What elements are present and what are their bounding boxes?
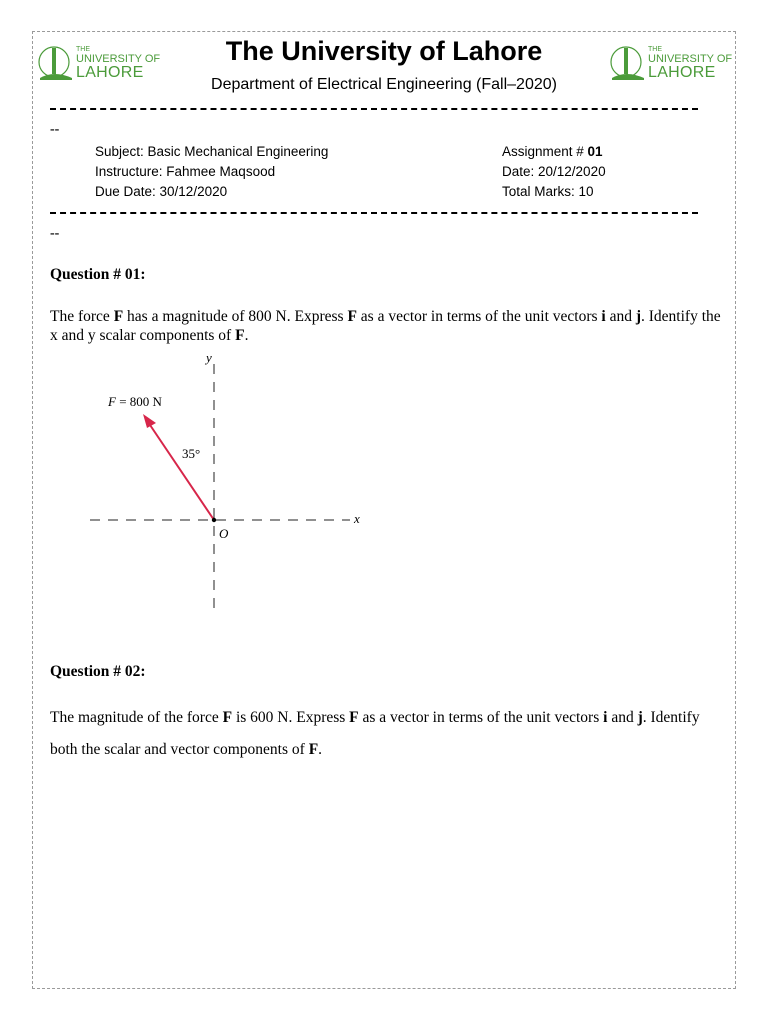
q1-bold-j: j — [635, 308, 642, 325]
q2-text-part: as a vector in terms of the unit vectors — [358, 709, 604, 726]
force-label: F = 800 N — [108, 394, 162, 409]
q2-bold-j: j — [637, 709, 643, 726]
assignment-number-line — [502, 142, 606, 162]
total-marks-line: Total Marks: 10 — [502, 184, 594, 199]
q2-bold-f: F — [349, 709, 359, 726]
origin-label: O — [219, 526, 229, 541]
subject-line: Subject: Basic Mechanical Engineering — [95, 144, 329, 159]
assignment-info-left — [95, 142, 328, 202]
q2-text-part: . Identify both the scalar and vector components of — [50, 709, 700, 758]
q2-text-part: The magnitude of the force — [50, 709, 223, 726]
q1-bold-i: i — [601, 308, 606, 325]
q1-bold-f: F — [113, 308, 124, 325]
instructor-line: Instructure: Fahmee Maqsood — [95, 164, 276, 179]
university-logo-right — [610, 44, 735, 88]
question-2-text — [50, 702, 722, 766]
department-subtitle: Department of Electrical Engineering (Fall–2020) — [211, 76, 557, 93]
logo-text-university-of: UNIVERSITY OF — [648, 53, 733, 65]
question-1-heading: Question # 01: — [50, 266, 146, 283]
question-1-text — [50, 307, 722, 345]
q2-text-part: . — [318, 741, 323, 758]
dashed-divider-top — [50, 108, 698, 110]
logo-text-lahore: LAHORE — [76, 64, 144, 81]
q1-text-part: as a vector in terms of the unit vectors — [356, 308, 602, 325]
minar-icon — [38, 44, 74, 84]
divider-tail-bottom: -- — [50, 226, 60, 241]
q2-bold-f: F — [222, 709, 233, 726]
force-vector-figure — [80, 350, 380, 615]
y-axis-label: y — [206, 350, 212, 365]
angle-label: 35° — [182, 446, 201, 461]
logo-text-university-of: UNIVERSITY OF — [76, 53, 161, 65]
date-line: Date: 20/12/2020 — [502, 164, 606, 179]
x-axis-label: x — [354, 511, 360, 526]
logo-text-lahore: LAHORE — [648, 64, 716, 81]
q2-bold-f: F — [308, 741, 319, 758]
minar-icon — [610, 44, 646, 84]
university-logo-left — [38, 44, 163, 88]
page-title: The University of Lahore — [225, 36, 543, 66]
force-diagram — [80, 350, 380, 615]
assignment-label: Assignment # — [502, 144, 588, 159]
q1-text-part: has a magnitude of 800 N. Express — [123, 308, 348, 325]
divider-tail-top: -- — [50, 122, 60, 137]
due-date-line: Due Date: 30/12/2020 — [95, 184, 228, 199]
q2-text-part: is 600 N. Express — [232, 709, 350, 726]
question-2-heading: Question # 02: — [50, 663, 146, 680]
q1-bold-f: F — [347, 308, 357, 325]
arrowhead-icon — [143, 414, 156, 428]
assignment-number: 01 — [587, 144, 603, 159]
logo-text-the: THE — [76, 46, 90, 53]
q1-bold-f: F — [235, 327, 245, 344]
origin-point — [212, 518, 216, 522]
force-vector-arrow — [148, 422, 214, 520]
assignment-info-right — [502, 142, 606, 202]
q1-text-part: The force — [50, 308, 114, 325]
logo-text-the: THE — [648, 46, 662, 53]
q1-text-part: and — [605, 308, 636, 325]
dashed-divider-bottom — [50, 212, 698, 214]
q1-text-part: . Identify the x and y scalar components of — [50, 308, 721, 344]
q2-text-part: and — [607, 709, 638, 726]
q2-bold-i: i — [603, 709, 608, 726]
q1-text-part: . — [244, 327, 249, 344]
